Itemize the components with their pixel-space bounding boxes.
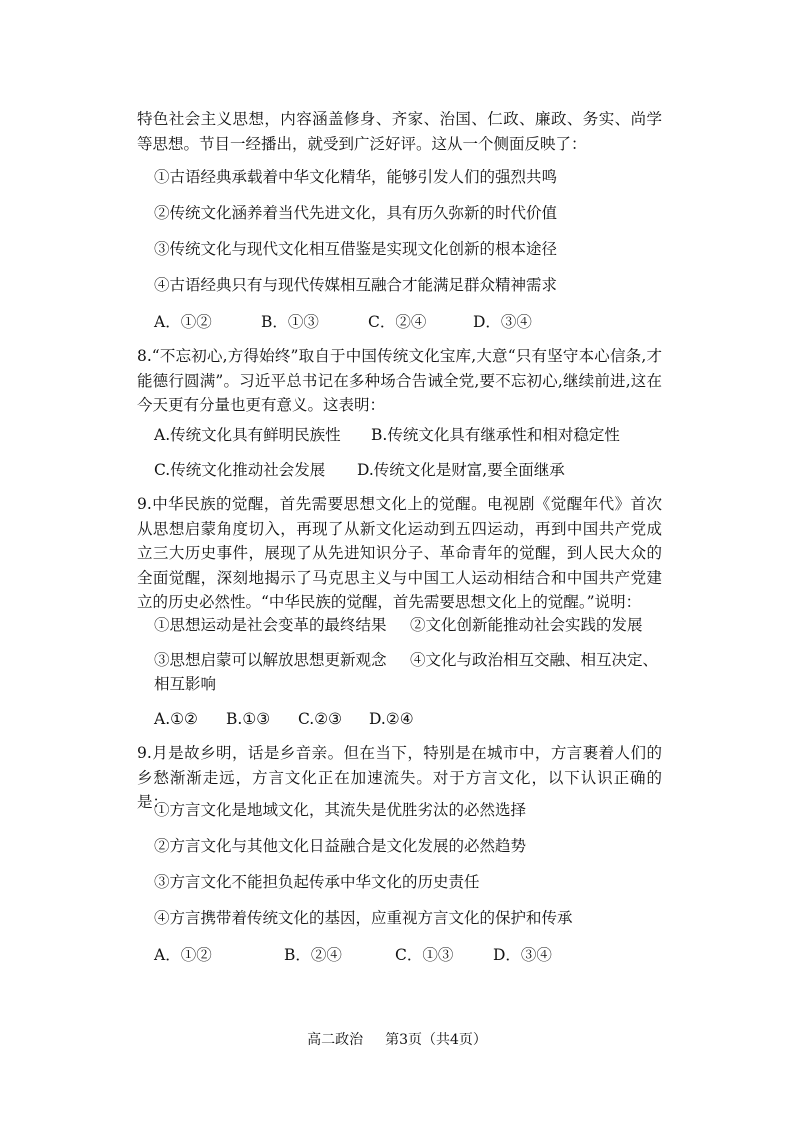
q9a-choices <box>154 707 414 731</box>
q9a-stem: 9.中华民族的觉醒，首先需要思想文化上的觉醒。电视剧《觉醒年代》首次从思想启蒙角度切入，再现了从新文化运动到五四运动，再到中国共产党成立三大历史事件，展现了从先进知识分子、革命青年的觉醒，到人民大众的全面觉醒，深刻地揭示了马克思主义与中国工人运动相结合和中国共产党建立的历史必然性。“中华民族的觉醒，首先需要思想文化上的觉醒。”说明： <box>137 495 662 611</box>
q9a-item-1: ①思想运动是社会变革的最终结果 <box>154 616 387 634</box>
q7-choice-b: B．①③ <box>261 313 319 331</box>
q7-choice-a: A．①② <box>154 313 212 331</box>
footer-page-number: 第3页（共4页） <box>385 1032 487 1048</box>
q9a-choice-d: D.②④ <box>369 710 414 728</box>
q9b-item-3: ③方言文化不能担负起传承中华文化的历史责任 <box>154 873 480 891</box>
q9b-choice-b: B．②④ <box>284 946 342 964</box>
q7-item-1: ①古语经典承载着中华文化精华，能够引发人们的强烈共鸣 <box>154 168 558 186</box>
q8-option-a: A.传统文化具有鲜明民族性 <box>154 426 341 444</box>
q9b-stem: 9.月是故乡明，话是乡音亲。但在当下，特别是在城市中，方言裹着人们的乡愁渐渐走远，方言文化正在加速流失。对于方言文化，以下认识正确的是： <box>137 744 662 811</box>
q7-item-3: ③传统文化与现代文化相互借鉴是实现文化创新的根本途径 <box>154 240 558 258</box>
q9b-choice-a: A．①② <box>154 946 212 964</box>
q9a-choice-a: A.①② <box>154 710 198 728</box>
q7-stem: 特色社会主义思想，内容涵盖修身、齐家、治国、仁政、廉政、务实、尚学等思想。节目一经播出，就受到广泛好评。这从一个侧面反映了： <box>137 110 662 153</box>
q7-choices <box>154 310 532 334</box>
q9b-choice-c: C．①③ <box>395 946 454 964</box>
q9b-choice-d: D．③④ <box>493 946 552 964</box>
q9b-item-1: ①方言文化是地域文化，其流失是优胜劣汰的必然选择 <box>154 801 527 819</box>
q9a-items-row-1 <box>154 613 643 637</box>
q7-choice-d: D．③④ <box>473 313 532 331</box>
q7-item-2: ②传统文化涵养着当代先进文化，具有历久弥新的时代价值 <box>154 204 558 222</box>
q8-option-b: B.传统文化具有继承性和相对稳定性 <box>371 426 620 444</box>
q9a-items-row-3 <box>154 672 216 696</box>
q9a-choice-c: C.②③ <box>298 710 343 728</box>
q9a-choice-b: B.①③ <box>226 710 271 728</box>
q8-option-c: C.传统文化推动社会发展 <box>154 461 326 479</box>
q7-item-4: ④古语经典只有与现代传媒相互融合才能满足群众精神需求 <box>154 276 558 294</box>
q9a-item-4-end: 相互影响 <box>154 675 217 693</box>
page-footer <box>0 1030 794 1050</box>
q9b-item-2: ②方言文化与其他文化日益融合是文化发展的必然趋势 <box>154 837 527 855</box>
q9a-item-4-start: ④文化与政治相互交融、相互决定、 <box>410 651 659 669</box>
footer-subject: 高二政治 <box>307 1032 364 1048</box>
q9b-item-4: ④方言携带着传统文化的基因，应重视方言文化的保护和传承 <box>154 909 573 927</box>
q9a-items-row-2 <box>154 648 658 672</box>
q9a-item-3: ③思想启蒙可以解放思想更新观念 <box>154 651 387 669</box>
q8-stem: 8.“不忘初心,方得始终”取自于中国传统文化宝库,大意“只有坚守本心信条,才能德行圆满”。习近平总书记在多种场合告诫全党,要不忘初心,继续前进,这在今天更有分量也更有意义。这表明： <box>137 347 662 414</box>
q8-options-row-2 <box>154 458 565 482</box>
q9a-item-2: ②文化创新能推动社会实践的发展 <box>410 616 643 634</box>
q8-option-d: D.传统文化是财富,要全面继承 <box>357 461 565 479</box>
q7-choice-c: C．②④ <box>368 313 427 331</box>
q9b-choices <box>154 943 552 967</box>
q8-options-row-1 <box>154 423 620 447</box>
